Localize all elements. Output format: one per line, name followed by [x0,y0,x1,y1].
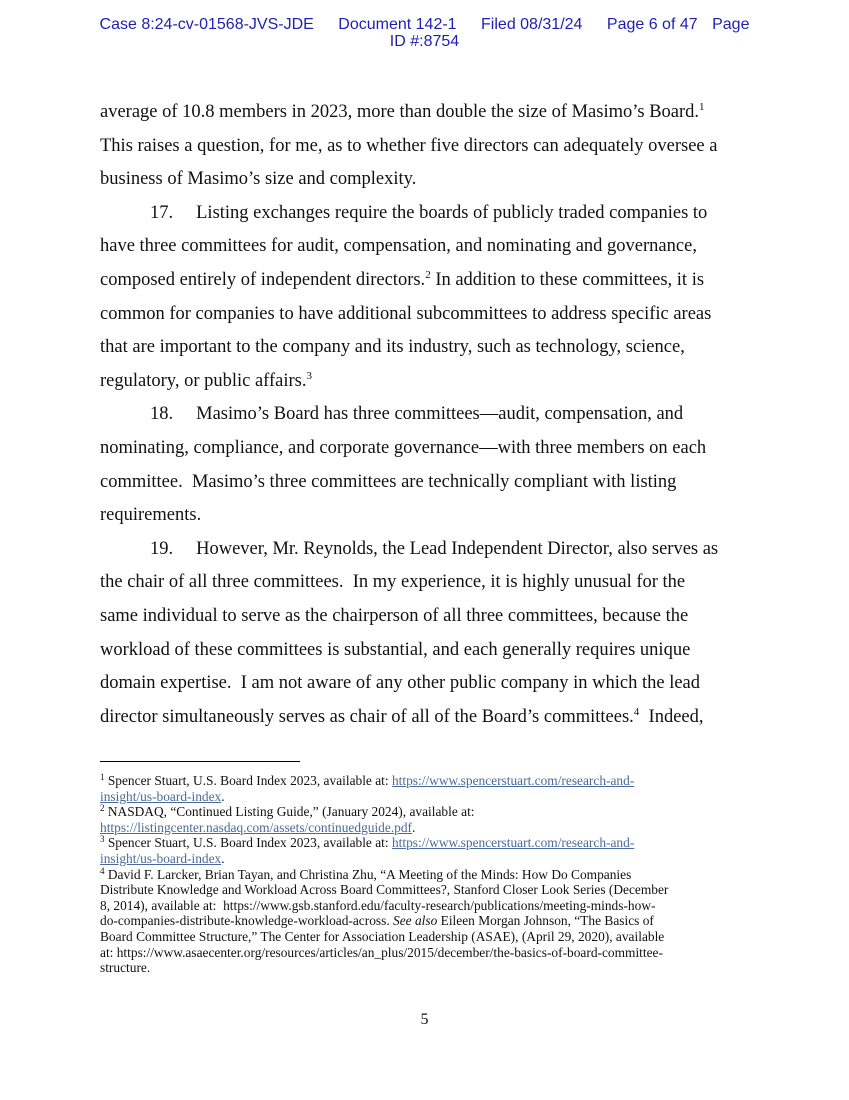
paragraph-19: 19. However, Mr. Reynolds, the Lead Independent Director, also serves as [150,538,719,559]
text-line: domain expertise. I am not aware of any other public company in which the lead [100,673,701,694]
footnote-3: $^3$ Spencer Stuart, U.S. Board Index 2023, available at: https://www.spencerstuart.com/research-and- [100,834,635,851]
page-count: Page 6 of 47 [606,16,698,33]
text-line: workload of these committees is substantial, and each generally requires unique [100,639,691,660]
paragraph-number: 18. [150,404,174,425]
paragraph-number: 17. [150,202,174,223]
text-line: nominating, compliance, and corporate governance—with three members on each [100,437,707,458]
footnote-4: $^4$ David F. Larcker, Brian Tayan, and Christina Zhu, “A Meeting of the Minds: How Do Companies [100,865,632,882]
footnote-ref: 3 [306,369,313,382]
paragraph-17: 17. Listing exchanges require the boards of publicly traded companies to [150,202,708,223]
page-number: 5 [420,1011,429,1028]
footnote-link[interactable]: https://www.spencerstuart.com/research-and- [391,835,635,851]
text-line: composed entirely of independent directors.$^2$ In addition to these committees, it is [100,268,705,290]
paragraph-18: 18. Masimo’s Board has three committees—audit, compensation, and [150,404,684,425]
footnote-ref: 4 [633,705,640,718]
case-number: Case 8:24-cv-01568-JVS-JDE [99,16,314,33]
page-id: ID #:8754 [389,33,460,50]
document-number: Document 142-1 [338,16,457,33]
text-line: common for companies to have additional subcommittees to address specific areas [100,303,712,324]
text-line: same individual to serve as the chairperson of all three committees, because the [100,605,689,626]
page-id-label: Page [712,16,750,33]
footnote-divider [100,761,300,762]
text-line: This raises a question, for me, as to whether five directors can adequately oversee a [100,135,718,156]
text-line: have three committees for audit, compensation, and nominating and governance, [100,236,697,257]
footnote-link[interactable]: https://listingcenter.nasdaq.com/assets/continuedguide.pdf [100,819,413,835]
footnote-link[interactable]: https://www.spencerstuart.com/research-and- [391,773,635,788]
paragraph-number: 19. [150,538,174,559]
footnote-link[interactable]: insight/us-board-index [100,850,222,866]
footnotes: $^1$ Spencer Stuart, U.S. Board Index 2023, available at: https://www.spencerstuart.com/research-and- insight/us-board-index. $^2$ NASDAQ, “Continued Listing Guide,” (January 2024), available at: https://listingcenter.nasdaq.com/assets/continuedguide.pdf. $^3$ Spencer Stuart, U.S. Board Index 2023, available at: https://www.spencerstuart.com/research-and- insight/us-board-index. $^4$ David F. Larcker, Brian Tayan, and Christina Zhu, “A Meeting of the Minds: How Do Companies Distribute Knowledge and Workload Across Board Committees?, Stanford Closer Look Series (December 8, 2014), available at: https://www.gsb.stanford.edu/faculty-research/publications/meeting-minds-how- do-companies-distribute-knowledge-workload-across. See also Eileen Morgan Johnson, “The Basics of Board Committee Structure,” The Center for Association Leadership (ASAE), (April 29, 2020), available at: https://www.asaecenter.org/resources/articles/an_plus/2015/december/the-basics-of-board-committee- structure. [100,773,760,976]
text-line: average of 10.8 members in 2023, more than double the size of Masimo’s Board.$^1$ [100,101,705,122]
text-line: business of Masimo’s size and complexity. [100,169,417,190]
text-line: requirements. [100,505,202,526]
filed-date: Filed 08/31/24 [481,16,583,33]
text-line: director simultaneously serves as chair of all of the Board’s committees.$^4$ Indeed, [100,705,704,727]
text-line: that are important to the company and its industry, such as technology, science, [100,337,685,358]
text-line: committee. Masimo’s three committees are technically compliant with listing [100,471,677,492]
header-line-1 [0,16,849,33]
footnote-ref: 2 [425,268,431,281]
text-line: the chair of all three committees. In my experience, it is highly unusual for the [100,572,686,593]
case-header [0,16,849,50]
footnote-1: $^1$ Spencer Stuart, U.S. Board Index 2023, available at: https://www.spencerstuart.com/research-and- [100,772,635,788]
text-line: regulatory, or public affairs.$^3$ [100,369,313,391]
footnote-2: $^2$ NASDAQ, “Continued Listing Guide,” (January 2024), available at: [100,803,475,820]
footnote-ref: 1 [699,101,705,113]
body-text [100,96,760,734]
footnote-link[interactable]: insight/us-board-index [100,788,222,804]
